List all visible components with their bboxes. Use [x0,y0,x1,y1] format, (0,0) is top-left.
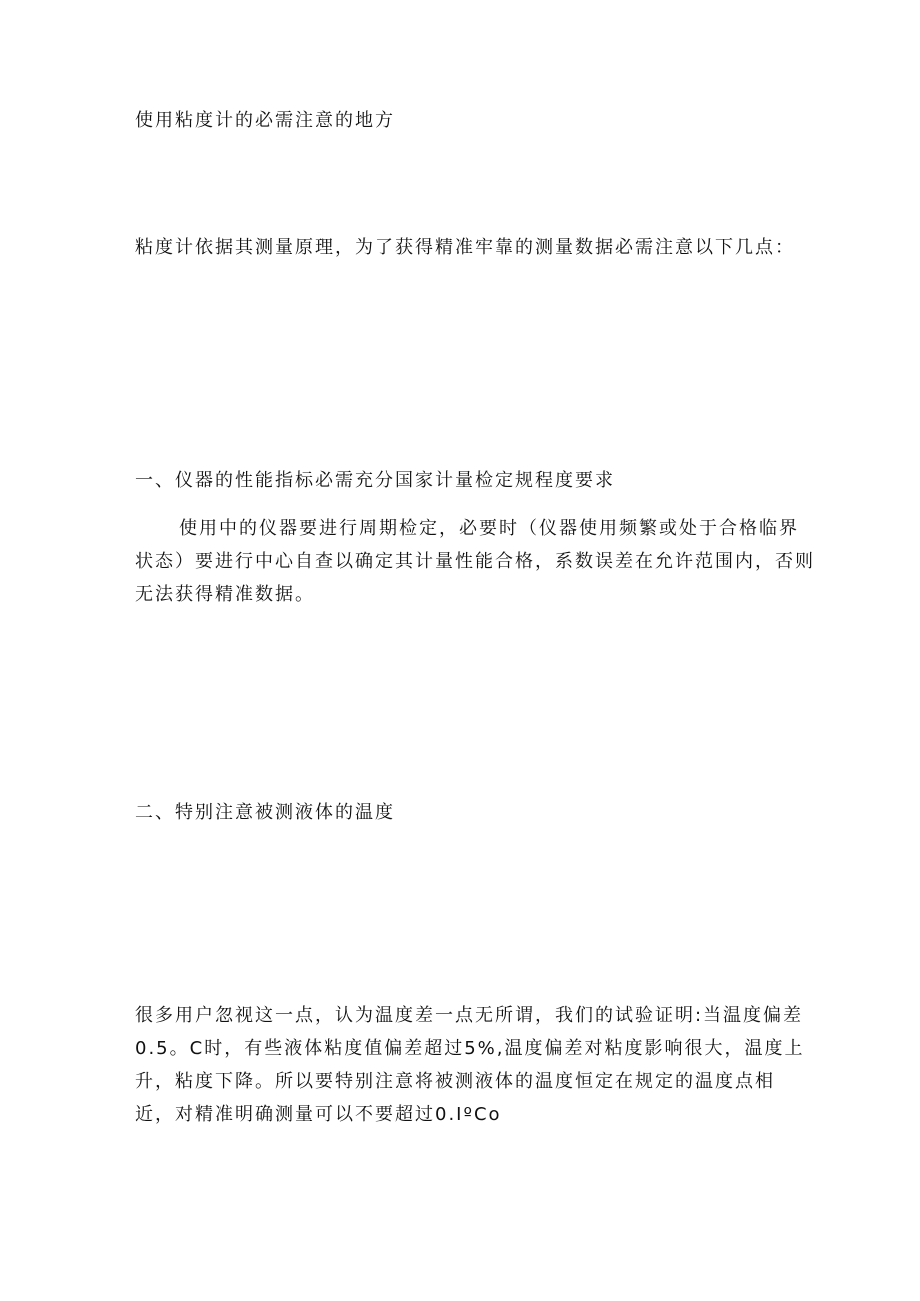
section-2-paragraph: 很多用户忽视这一点，认为温度差一点无所谓，我们的试验证明:当温度偏差0.5。C时，有些液体粘度值偏差超过5%,温度偏差对粘度影响很大，温度上升，粘度下降。所以要特别注意将被测液体的温度恒定在规定的温度点相近，对精准明确测量可以不要超过0.IºCo [135,1005,805,1125]
document-title: 使用粘度计的必需注意的地方 [135,110,395,131]
section-2-heading: 二、特别注意被测液体的温度 [135,802,395,823]
section-1-heading: 一、仪器的性能指标必需充分国家计量检定规程度要求 [135,470,615,491]
section-1-paragraph: 使用中的仪器要进行周期检定，必要时（仪器使用频繁或处于合格临界状态）要进行中心自查以确定其计量性能合格，系数误差在允许范围内，否则无法获得精准数据。 [135,518,815,605]
intro-paragraph: 粘度计依据其测量原理，为了获得精准牢靠的测量数据必需注意以下几点： [135,237,795,258]
